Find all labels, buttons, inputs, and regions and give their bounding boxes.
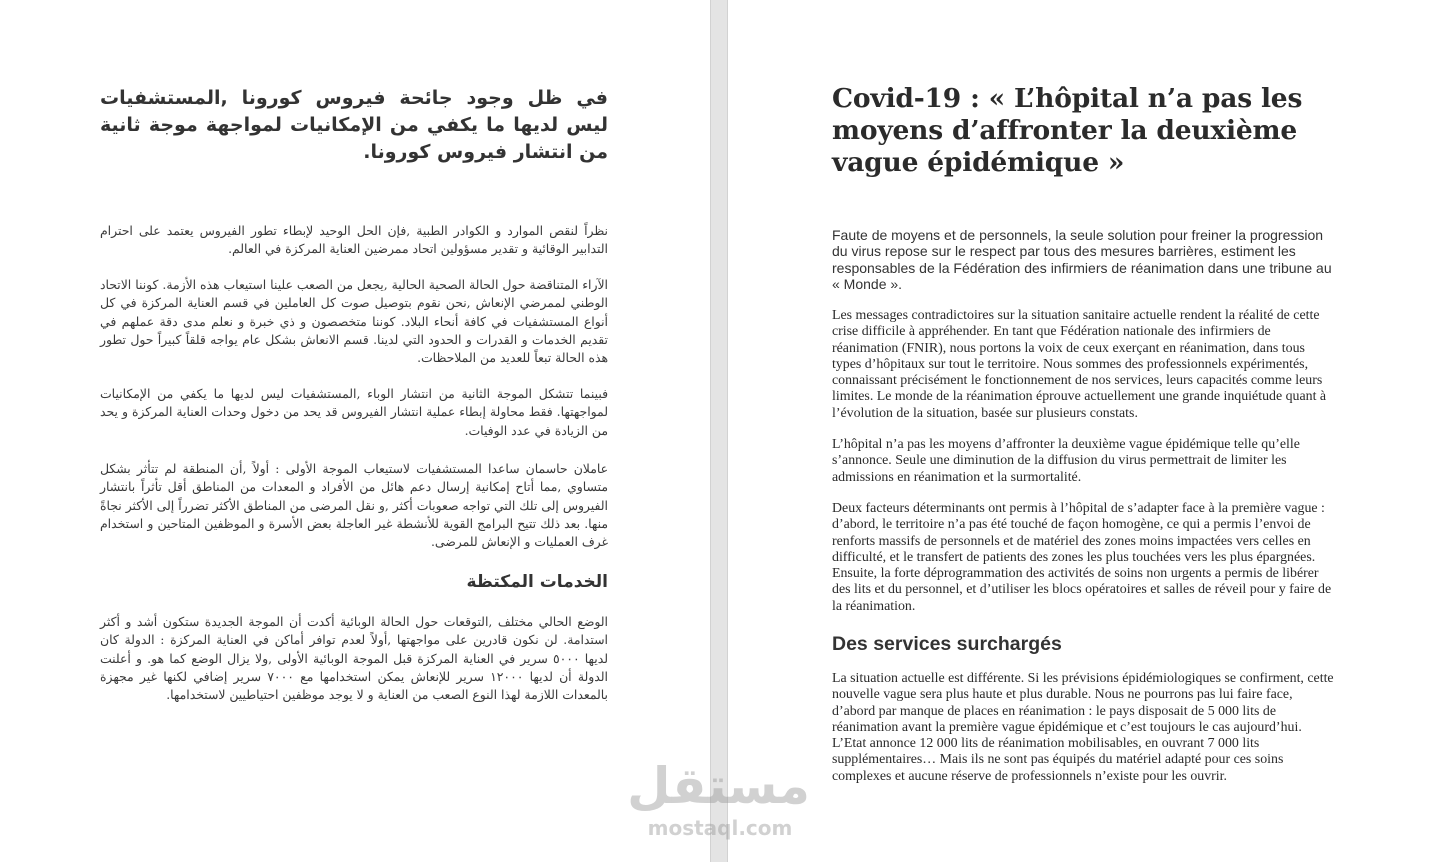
arabic-paragraph: الوضع الحالي مختلف ,التوقعات حول الحالة الوبائية أكدت أن الموجة الجديدة ستكون أشد و أكثر استدامة. لن نكون قادرين على مواجهتها ,أولاً لعدم توافر أماكن في العناية المركزة : الدولة كان لديها ٥٠٠٠ سرير في العناية المركزة قبل الموجة الوبائية الأولى ,ولا يزال الوضع كما هو. و أعلنت الدولة أن لديها ١٢٠٠٠ سرير للإنعاش يمكن استخدامها مع ٧٠٠٠ سرير إضافي لكنها غير مجهزة بالمعدات اللازمة لهذا النوع الصعب من العناية و لا يوجد موظفين احتياطيين لاستخدامها. [100,614,608,703]
arabic-subheading: الخدمات المكتظة [466,572,608,592]
page-divider [710,0,728,862]
french-lead: Faute de moyens et de personnels, la seule solution pour freiner la progression du virus repose sur le respect par tous des mesures barrières, estiment les responsables de la Fédération des infirmiers de réanimation dans une tribune au « Monde ». [832,227,1332,293]
french-paragraph: La situation actuelle est différente. Si les prévisions épidémiologiques se confirment, cette nouvelle vague sera plus haute et plus durable. Nous ne pourrons pas lui faire face, d’abord par manque de places en réanimation : le pays disposait de 5 000 lits de réanimation avant la première vague épidémique et c’est toujours le cas aujourd’hui. L’Etat annonce 12 000 lits de réanimation mobilisables, en ouvrant 7 000 lits supplémentaires… Mais ils ne sont pas équipés du matériel adapté pour ces soins complexes et aucune réserve de professionnels n’existe pour les ouvrir. [832,671,1334,784]
french-title: Covid-19 : « L’hôpital n’a pas les moyens d’affronter la deuxième vague épidémique » [832,83,1303,178]
arabic-page [0,0,710,862]
arabic-paragraph: نظراً لنقص الموارد و الكوادر الطبية ,فإن الحل الوحيد لإبطاء تطور الفيروس يعتمد على احترام التدابير الوقائية و تقدير مسؤولين اتحاد ممرضين العناية المركزة في العالم. [100,223,608,257]
watermark-domain: mostaql.com [647,816,793,840]
french-subheading: Des services surchargés [832,633,1062,655]
arabic-title: في ظل وجود جائحة فيروس كورونا ,المستشفيات ليس لديها ما يكفي من الإمكانيات لمواجهة موجة ثانية من انتشار فيروس كورونا. [100,87,608,163]
french-paragraph: Deux facteurs déterminants ont permis à l’hôpital de s’adapter face à la première vague : d’abord, le territoire n’a pas été touché de façon homogène, ce qui a permis l’envoi de renforts massifs de personnels et de matériel des zones moins impactées vers celles en difficulté, et le transfert de patients des zones les plus touchées vers les plus épargnées. Ensuite, la forte déprogrammation des activités de soins non urgents a permis de libérer des lits et du personnel, et d’utiliser les blocs opératoires et salles de réveil pour y faire de la réanimation. [832,501,1332,614]
arabic-paragraph: عاملان حاسمان ساعدا المستشفيات لاستيعاب الموجة الأولى : أولاً ,أن المنطقة لم تتأثر بشكل متساوي ,مما أتاح إمكانية إرسال دعم هائل من الأفراد و المعدات من المناطق أقل تأثراً بانتشار الفيروس إلى تلك التي تواجه صعوبات أكثر ,و نقل المرضى من المناطق الأكثر تضرراً إلى الأكثر نجاةً منها. بعد ذلك تتيح البرامج القوية للأنشطة غير العاجلة بعض الأسرة و الموظفين المتاحين و استخدام غرف العمليات و الإنعاش للمرضى. [100,461,608,550]
french-paragraph: Les messages contradictoires sur la situation sanitaire actuelle rendent la réalité de cette crise difficile à appréhender. En tant que Fédération nationale des infirmiers de réanimation (FNIR), nous portons la voix de ceux exerçant en réanimation, dans tous types d’hôpitaux sur tout le territoire. Nous sommes des professionnels expérimentés, connaissant précisément le fonctionnement de nos services, leurs capacités comme leurs limites. Le monde de la réanimation éprouve actuellement une grande inquiétude quant à l’évolution de la situation, basée sur plusieurs constats. [832,308,1327,421]
watermark-logo: مستقل [627,757,810,815]
arabic-paragraph: الآراء المتناقضة حول الحالة الصحية الحالية ,يجعل من الصعب علينا استيعاب هذه الأزمة. كوننا الاتحاد الوطني لممرضي الإنعاش ,نحن نقوم بتوصيل صوت كل العاملين في قسم العناية المركزة في كل أنواع المستشفيات في كافة أنحاء البلاد. كوننا متخصصون و ذي خبرة و نعلم مدى دقة عملهم في تقديم الخدمات و القدرات و الحدود التي لدينا. قسم الانعاش بشكل عام يواجه قلقاً كبيراً حول تطور هذه الحالة تبعاً للعديد من الملاحظات. [100,277,608,366]
french-paragraph: L’hôpital n’a pas les moyens d’affronter la deuxième vague épidémique telle qu’elle s’annonce. Seule une diminution de la diffusion du virus permettrait de limiter les admissions en réanimation et la surmortalité. [832,437,1300,485]
watermark [627,757,810,848]
arabic-paragraph: فبينما تتشكل الموجة الثانية من انتشار الوباء ,المستشفيات ليس لديها ما يكفي من الإمكانيات لمواجهتها. فقط محاولة إبطاء عملية انتشار الفيروس قد يحد من دخول وحدات العناية المركزة و يحد من الزيادة في عدد الوفيات. [100,386,608,438]
